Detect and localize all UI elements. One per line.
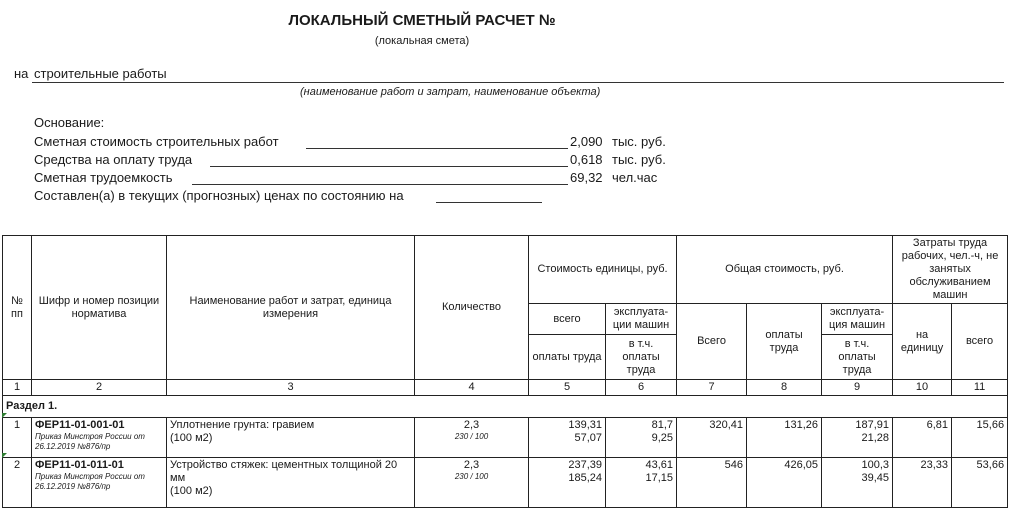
item-order: Приказ Минстроя России от 26.12.2019 №876/пр [35,472,145,491]
header-total-machines: эксплуата-ция машин [822,304,893,335]
item-unit-machines: 81,7 [651,419,674,431]
item-labor-all: 15,66 [952,418,1008,458]
labor-pay-unit: тыс. руб. [612,152,666,167]
estimate-cost-unit: тыс. руб. [612,134,666,149]
item-labor-all: 53,66 [952,458,1008,508]
item-qty-cell [415,418,529,458]
item-name-cell [167,418,415,458]
colnum: 6 [606,380,677,396]
item-labor-per-unit: 6,81 [893,418,952,458]
basis-label: Основание: [34,115,105,130]
prices-date-label: Составлен(а) в текущих (прогнозных) ценах по состоянию на [34,188,404,203]
item-total: 546 [677,458,747,508]
item-unit-machines-cell [606,418,677,458]
colnum: 7 [677,380,747,396]
colnum: 2 [32,380,167,396]
labor-pay-value: 0,618 [570,152,603,167]
labor-intensity-unit: чел.час [612,170,658,185]
labor-pay-underline [210,166,568,167]
item-code-cell [32,418,167,458]
cell-comment-marker [2,413,7,418]
item-name-cell [167,458,415,508]
item-total-pay: 426,05 [747,458,822,508]
item-total-machines-cell [822,458,893,508]
header-total-pay: оплаты труда [747,304,822,380]
header-unit-incl-pay: в т.ч. оплаты труда [606,335,677,380]
header-total-all: Всего [677,304,747,380]
colnum: 3 [167,380,415,396]
item-num: 2 [3,458,32,508]
labor-pay-label: Средства на оплату труда [34,152,193,167]
header-unit-all: всего [529,304,606,335]
item-qty-formula: 230 / 100 [454,472,489,481]
colnum: 4 [415,380,529,396]
header-code: Шифр и номер позиции норматива [32,236,167,380]
item-order: Приказ Минстроя России от 26.12.2019 №876/пр [35,432,145,451]
item-num: 1 [3,418,32,458]
colnum: 10 [893,380,952,396]
item-unit-machines-cell [606,458,677,508]
item-total: 320,41 [677,418,747,458]
header-labor-per-unit: на единицу [893,304,952,380]
table-row [3,418,1008,458]
header-unit-pay: оплаты труда [529,335,606,380]
item-unit: (100 м2) [170,432,213,444]
object-prefix: на [14,66,29,81]
header-unit-machines: эксплуата-ции машин [606,304,677,335]
item-qty: 2,3 [463,419,480,431]
item-unit-all: 237,39 [568,459,602,471]
header-unit-cost: Стоимость единицы, руб. [529,236,677,304]
document-subtitle: (локальная смета) [374,35,470,47]
item-code-cell [32,458,167,508]
item-unit-incl-pay: 17,15 [645,472,674,484]
header-labor-all: всего [952,304,1008,380]
document-title: ЛОКАЛЬНЫЙ СМЕТНЫЙ РАСЧЕТ № [288,12,556,29]
item-name: Устройство стяжек: цементных толщиной 20 мм [170,459,398,484]
header-labor: Затраты труда рабочих, чел.-ч, не занятых обслуживанием машин [893,236,1008,304]
item-unit-machines: 43,61 [645,459,674,471]
table-row [3,458,1008,508]
item-name: Уплотнение грунта: гравием [170,419,315,431]
item-code: ФЕР11-01-001-01 [35,419,125,431]
estimate-cost-underline [306,148,568,149]
object-name: строительные работы [34,66,167,81]
cell-comment-marker [2,453,7,458]
estimate-table [2,235,1008,508]
labor-intensity-value: 69,32 [570,170,603,185]
prices-date-underline [436,202,542,203]
item-qty-formula: 230 / 100 [454,432,489,441]
colnum: 9 [822,380,893,396]
header-num: № пп [3,236,32,380]
colnum: 5 [529,380,606,396]
item-total-machines-cell [822,418,893,458]
object-underline [32,82,1004,83]
item-code: ФЕР11-01-011-01 [35,459,124,471]
item-total-machines: 187,91 [855,419,890,431]
section-title: Раздел 1. [3,396,1008,418]
item-unit-pay: 57,07 [574,432,602,444]
item-total-pay: 131,26 [747,418,822,458]
item-total-incl-pay: 21,28 [861,432,890,444]
item-unit-all: 139,31 [568,419,602,431]
item-qty-cell [415,458,529,508]
header-total-cost: Общая стоимость, руб. [677,236,893,304]
item-total-machines: 100,3 [861,459,890,471]
header-name: Наименование работ и затрат, единица измерения [167,236,415,380]
estimate-cost-label: Сметная стоимость строительных работ [34,134,279,149]
colnum: 11 [952,380,1008,396]
item-unit-pay: 185,24 [568,472,602,484]
item-labor-per-unit: 23,33 [893,458,952,508]
header-total-incl-pay: в т.ч. оплаты труда [822,335,893,380]
labor-intensity-underline [192,184,568,185]
colnum: 8 [747,380,822,396]
header-qty: Количество [415,236,529,380]
item-total-incl-pay: 39,45 [861,472,890,484]
object-caption: (наименование работ и затрат, наименование объекта) [300,86,601,98]
item-qty: 2,3 [463,459,480,471]
item-unit-incl-pay: 9,25 [651,432,674,444]
item-unit-cost-cell [529,418,606,458]
labor-intensity-label: Сметная трудоемкость [34,170,173,185]
colnum: 1 [3,380,32,396]
estimate-cost-value: 2,090 [570,134,603,149]
item-unit-cost-cell [529,458,606,508]
item-unit: (100 м2) [170,485,213,497]
